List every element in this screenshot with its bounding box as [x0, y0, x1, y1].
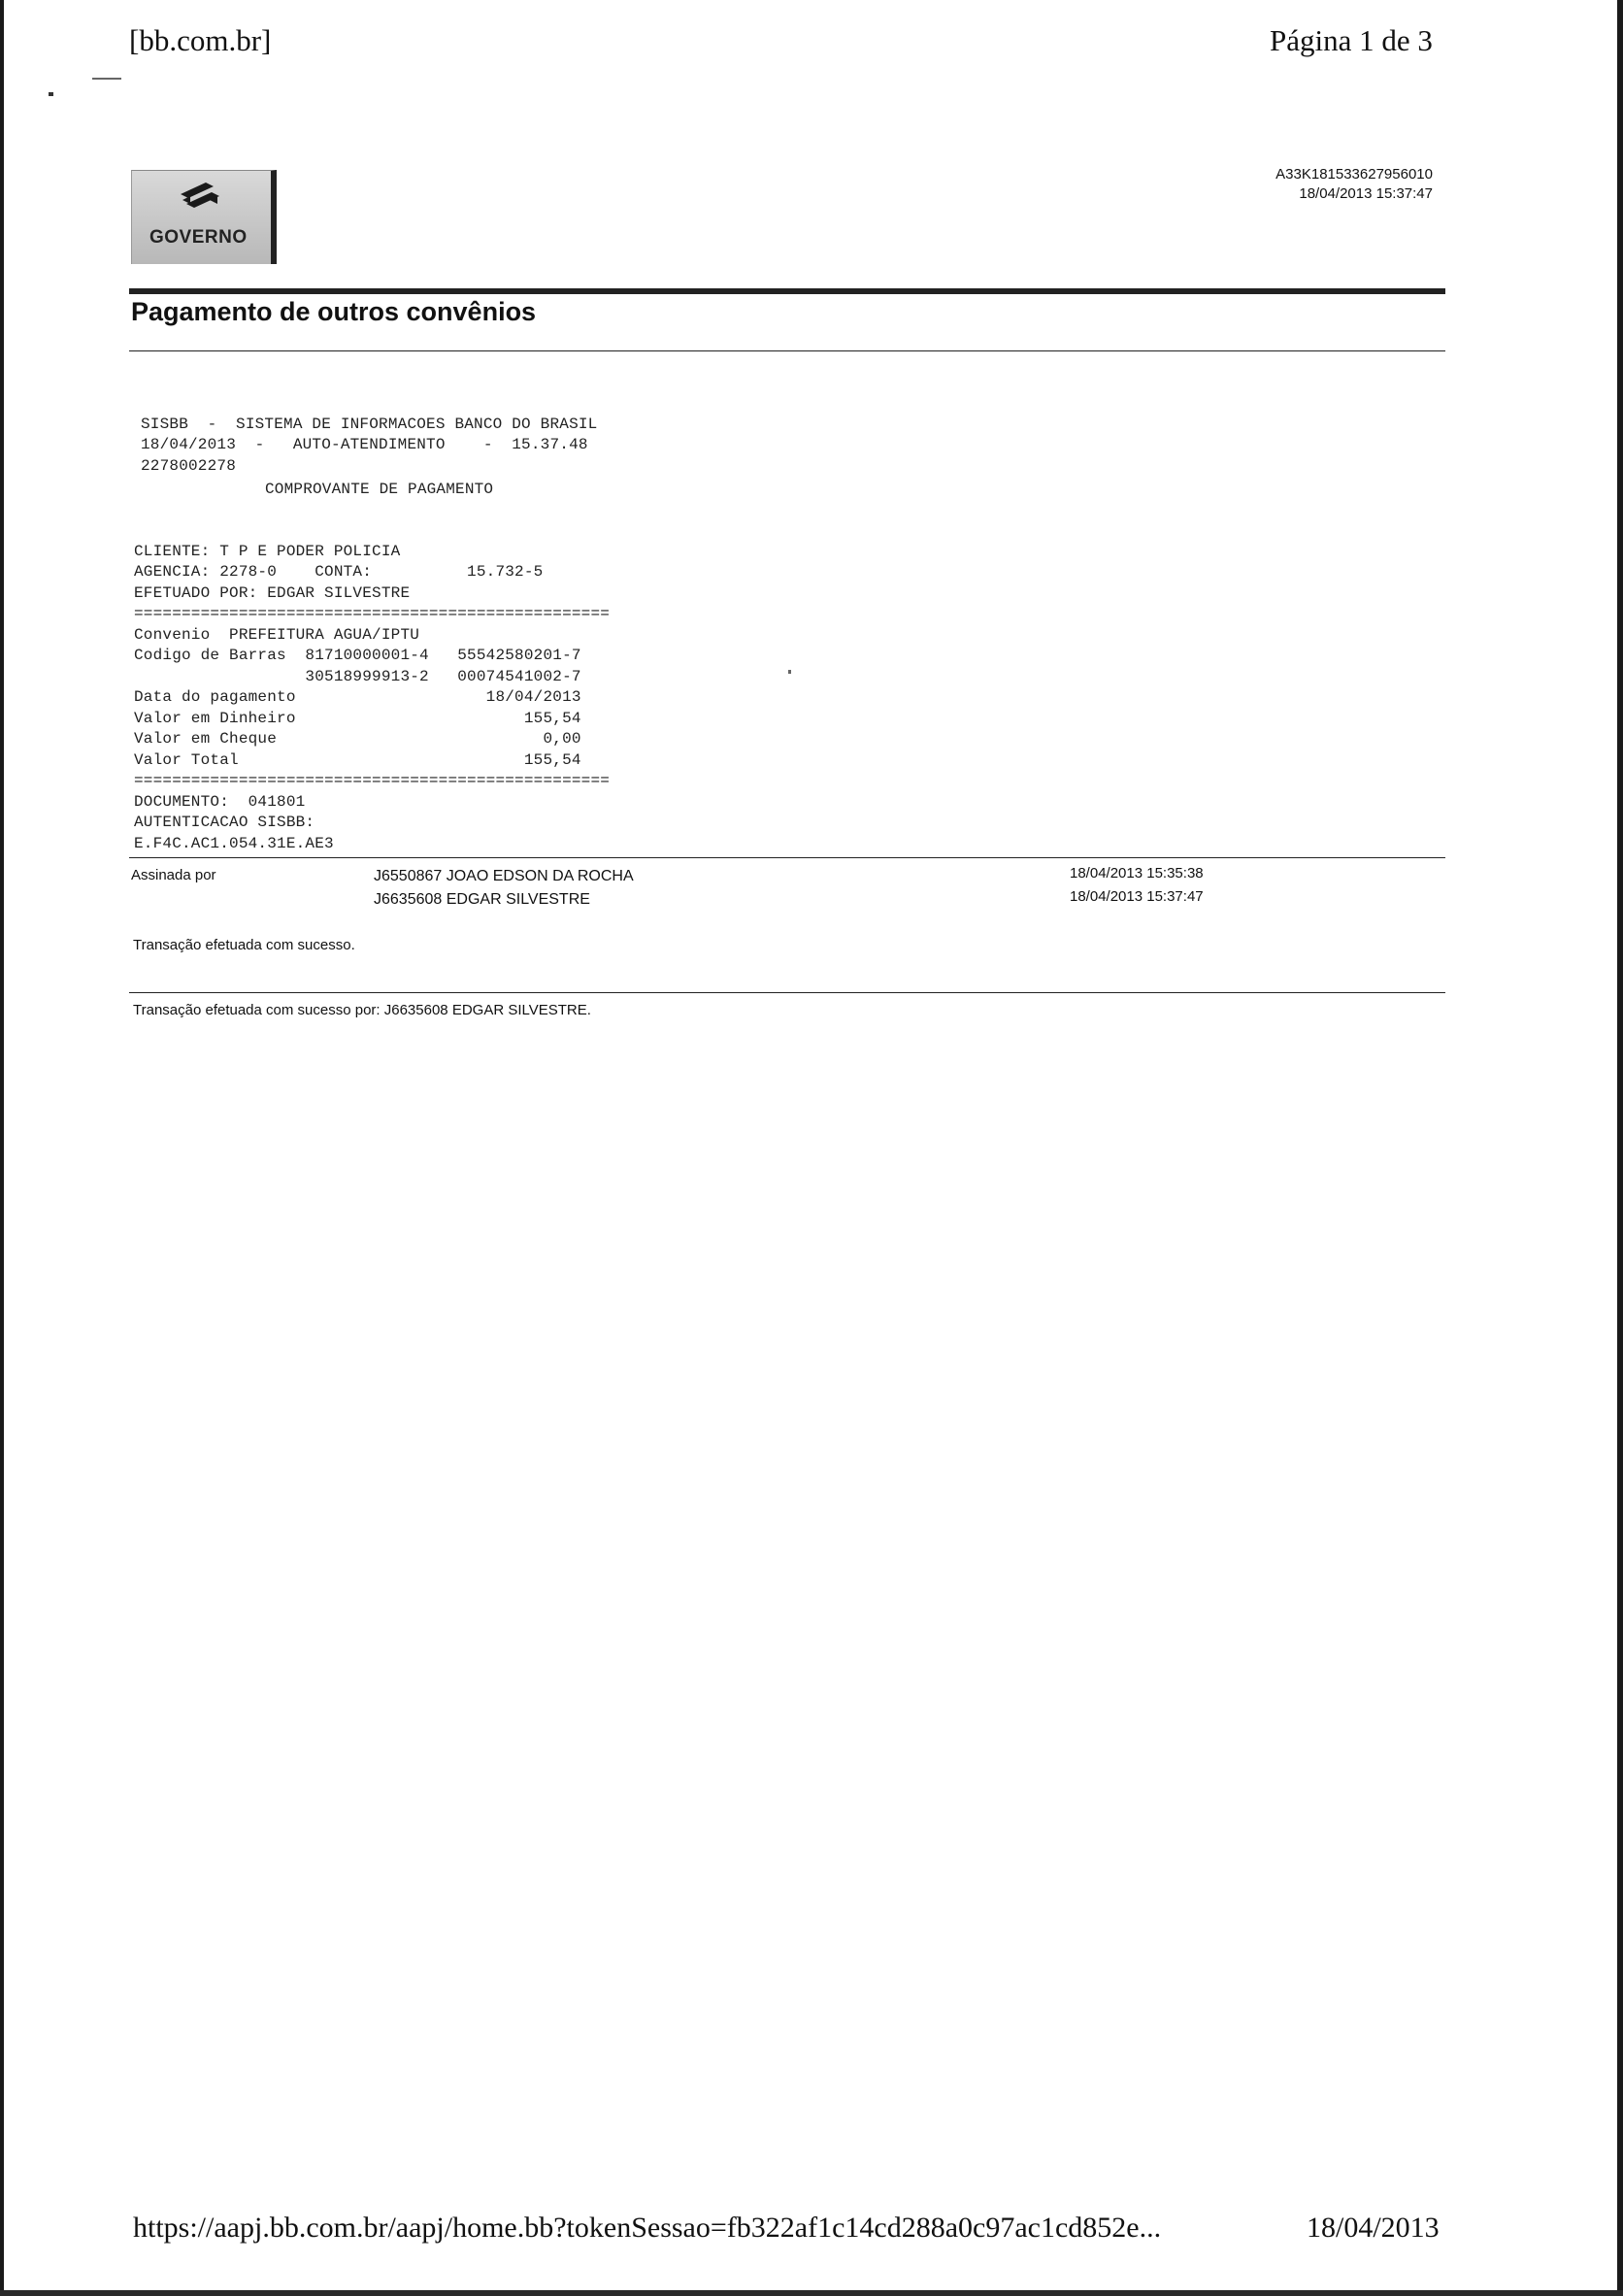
- receipt-check-value: Valor em Cheque 0,00: [134, 730, 581, 748]
- receipt-line-id: 2278002278: [141, 456, 237, 475]
- scan-speck: [788, 670, 791, 674]
- signature-times: [1070, 862, 1204, 909]
- receipt-heading: COMPROVANTE DE PAGAMENTO: [265, 481, 494, 498]
- receipt-barcode-1: Codigo de Barras 81710000001-4 55542580201-7: [134, 647, 581, 664]
- header-rule: [129, 288, 1445, 294]
- logo-text: GOVERNO: [149, 227, 248, 248]
- governo-logo: [131, 170, 277, 264]
- receipt-agencia: AGENCIA: 2278-0 CONTA: 15.732-5: [134, 563, 544, 581]
- receipt-separator: ==================================================: [134, 605, 611, 622]
- signer-list: [374, 865, 634, 912]
- receipt-line-sisbb: SISBB - SISTEMA DE INFORMACOES BANCO DO BRASIL: [141, 415, 598, 433]
- status-by-message: Transação efetuada com sucesso por: J6635608 EDGAR SILVESTRE.: [133, 1002, 591, 1018]
- signer-name: J6635608 EDGAR SILVESTRE: [374, 891, 590, 908]
- page-indicator: Página 1 de 3: [1270, 23, 1433, 57]
- receipt-cash-value: Valor em Dinheiro 155,54: [134, 709, 581, 727]
- receipt-payment-date: Data do pagamento 18/04/2013: [134, 688, 581, 706]
- reference-block: [1239, 165, 1433, 204]
- receipt-line-date: 18/04/2013 - AUTO-ATENDIMENTO - 15.37.48: [141, 436, 588, 453]
- receipt-separator: ==================================================: [134, 772, 611, 789]
- receipt-header: [141, 393, 597, 477]
- footer-date: 18/04/2013: [1307, 2212, 1440, 2244]
- reference-datetime: 18/04/2013 15:37:47: [1299, 185, 1433, 202]
- signed-by-label: Assinada por: [131, 867, 216, 883]
- receipt-convenio: Convenio PREFEITURA AGUA/IPTU: [134, 625, 420, 644]
- page-title: Pagamento de outros convênios: [131, 297, 537, 326]
- site-label: [bb.com.br]: [129, 23, 272, 57]
- receipt-auth-code: E.F4C.AC1.054.31E.AE3: [134, 834, 334, 852]
- signature-datetime: 18/04/2013 15:37:47: [1070, 888, 1204, 905]
- signature-rule: [129, 857, 1445, 858]
- receipt-documento: DOCUMENTO: 041801: [134, 792, 306, 811]
- scan-speck: [92, 78, 121, 80]
- scan-border-bottom: [0, 2290, 1623, 2296]
- receipt-body: [134, 520, 610, 854]
- scan-border-left: [0, 0, 4, 2296]
- reference-code: A33K181533627956010: [1275, 166, 1433, 183]
- receipt-cliente: CLIENTE: T P E PODER POLICIA: [134, 542, 401, 560]
- status-rule: [129, 992, 1445, 993]
- receipt-efetuado: EFETUADO POR: EDGAR SILVESTRE: [134, 583, 411, 602]
- signature-datetime: 18/04/2013 15:35:38: [1070, 865, 1204, 882]
- signer-name: J6550867 JOAO EDSON DA ROCHA: [374, 868, 634, 884]
- status-message: Transação efetuada com sucesso.: [133, 937, 355, 953]
- title-rule: [129, 350, 1445, 351]
- scan-border-right: [1617, 0, 1623, 2296]
- footer-url: https://aapj.bb.com.br/aapj/home.bb?tokenSessao=fb322af1c14cd288a0c97ac1cd852e...: [133, 2212, 1162, 2244]
- scan-speck: [49, 92, 53, 96]
- receipt-barcode-2: 30518999913-2 00074541002-7: [134, 667, 581, 685]
- receipt-auth-label: AUTENTICACAO SISBB:: [134, 814, 315, 831]
- bb-logo-icon: [132, 171, 271, 264]
- receipt-total-value: Valor Total 155,54: [134, 750, 581, 769]
